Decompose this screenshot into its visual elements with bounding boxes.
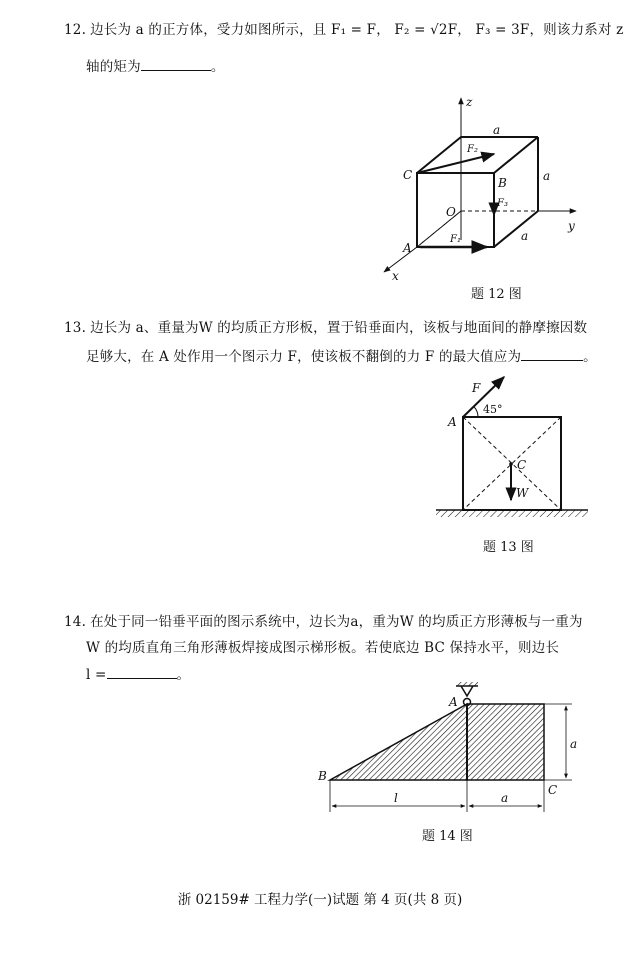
label-F3: F₃ bbox=[497, 198, 508, 209]
question-12 bbox=[64, 20, 624, 40]
question-14-text-line1: 在处于同一铅垂平面的图示系统中，边长为a，重为W 的均质正方形薄板与一重为 bbox=[90, 614, 583, 630]
question-12-text-line1: 边长为 a 的正方体，受力如图所示，且 F₁ = F， F₂ = √2F， F₃ = 3F，则该力系对 z bbox=[90, 22, 624, 38]
figure-12-cube bbox=[370, 90, 600, 285]
figure-13-caption: 题 13 图 bbox=[483, 540, 534, 555]
label-A: A bbox=[448, 415, 457, 429]
question-12-line2 bbox=[86, 56, 225, 77]
label-C: C bbox=[403, 168, 413, 182]
question-13-text-line1: 边长为 a、重量为W 的均质正方形板，置于铅垂面内，该板与地面间的静摩擦因数 bbox=[90, 320, 588, 336]
question-14-text-line2: W 的均质直角三角形薄板焊接成图示梯形板。若使底边 BC 保持水平，则边长 bbox=[86, 640, 560, 656]
triangle-plate bbox=[330, 704, 467, 780]
label-x: x bbox=[392, 269, 399, 283]
question-14-answer-blank[interactable] bbox=[107, 664, 177, 679]
question-12-answer-blank[interactable] bbox=[141, 56, 211, 71]
question-13-answer-blank[interactable] bbox=[521, 346, 583, 361]
center-point bbox=[509, 462, 513, 466]
question-13 bbox=[64, 318, 587, 338]
label-A: A bbox=[449, 695, 458, 709]
question-13-end: 。 bbox=[583, 349, 597, 365]
label-y: y bbox=[568, 219, 575, 233]
label-F2: F₂ bbox=[467, 144, 478, 155]
question-12-end: 。 bbox=[210, 59, 225, 75]
label-W: W bbox=[516, 486, 529, 500]
figure-12-caption: 题 12 图 bbox=[471, 287, 522, 302]
question-14-number: 14. bbox=[64, 614, 87, 630]
question-13-line2 bbox=[86, 346, 597, 367]
question-13-number: 13. bbox=[64, 320, 87, 336]
figure-13-plate bbox=[430, 372, 595, 527]
label-B: B bbox=[498, 176, 507, 190]
support-hanger bbox=[461, 686, 473, 696]
question-12-number: 12. bbox=[64, 22, 87, 38]
label-a-bottom: a bbox=[521, 229, 529, 243]
question-14-line2 bbox=[86, 638, 559, 658]
label-a-right: a bbox=[570, 737, 578, 751]
question-14-text-line3: l = bbox=[86, 667, 107, 683]
angle-arc bbox=[474, 406, 478, 417]
label-B: B bbox=[318, 769, 327, 783]
label-45-degrees: 45° bbox=[483, 403, 503, 416]
figure-14-caption: 题 14 图 bbox=[422, 829, 473, 844]
label-F1: F₁ bbox=[450, 234, 461, 245]
figure-14-trapezoid bbox=[310, 680, 600, 825]
question-14-end: 。 bbox=[176, 667, 191, 683]
label-C: C bbox=[548, 783, 558, 797]
ground-hatch bbox=[436, 510, 588, 517]
label-a-bottom: a bbox=[501, 791, 509, 805]
page-footer: 浙 02159# 工程力学(一)试题 第 4 页(共 8 页) bbox=[177, 892, 463, 908]
question-14-line3 bbox=[86, 664, 190, 685]
question-13-text-line2: 足够大，在 A 处作用一个图示力 F，使该板不翻倒的力 F 的最大值应为 bbox=[86, 349, 522, 365]
question-14 bbox=[64, 612, 583, 632]
label-F: F bbox=[472, 381, 481, 395]
square-plate bbox=[467, 704, 544, 780]
label-l: l bbox=[394, 791, 398, 805]
label-C: C bbox=[517, 458, 527, 472]
x-axis bbox=[384, 247, 417, 272]
label-O: O bbox=[446, 205, 456, 219]
question-12-text-line2: 轴的矩为 bbox=[86, 59, 141, 75]
label-A: A bbox=[403, 241, 412, 255]
label-z: z bbox=[466, 95, 473, 109]
label-a-right: a bbox=[543, 169, 551, 183]
label-a-top: a bbox=[493, 123, 501, 137]
